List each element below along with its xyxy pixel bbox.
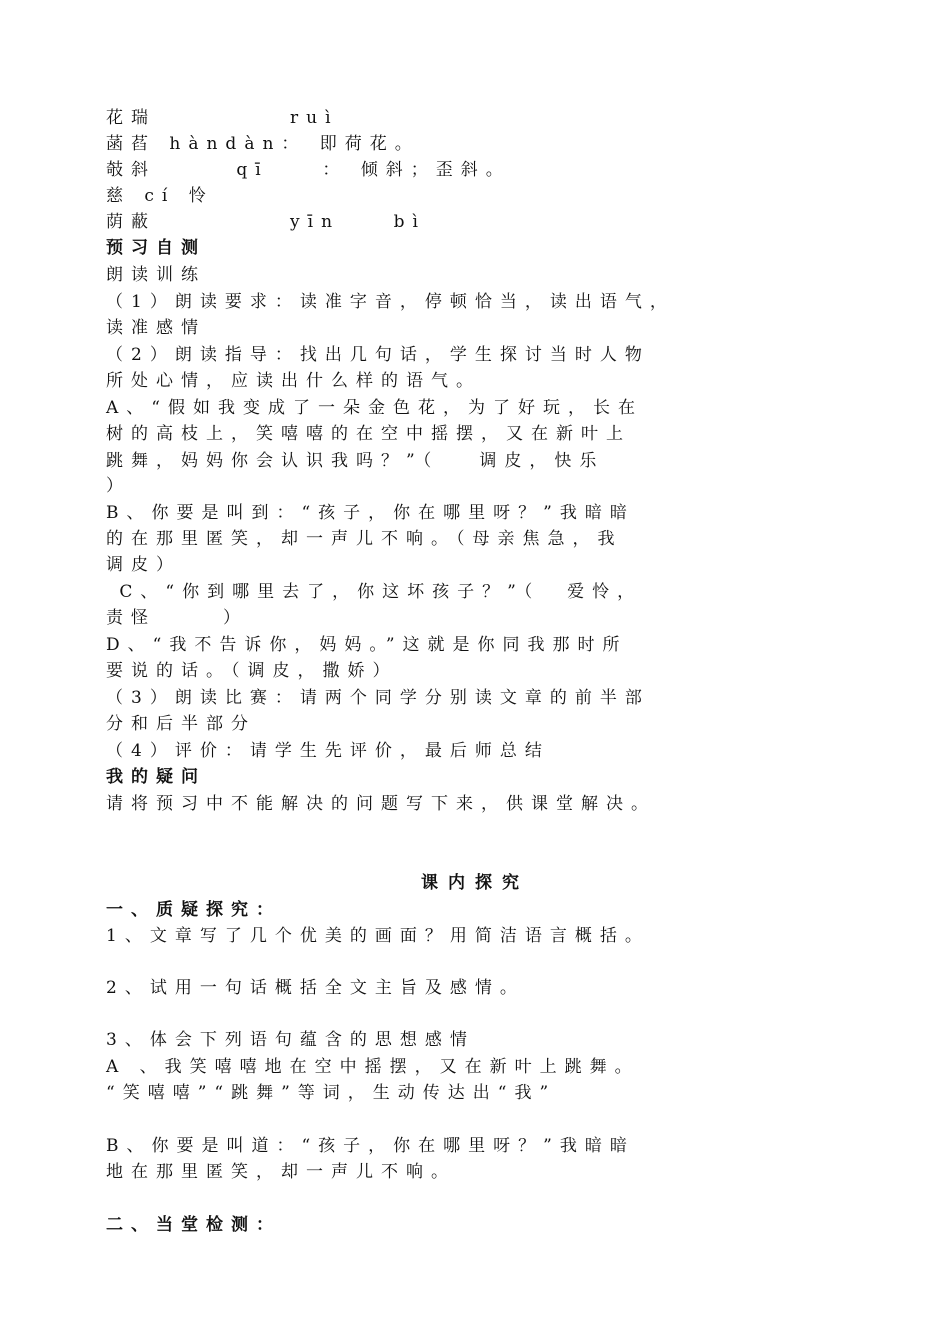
reading-line: （3）朗读比赛：请两个同学分别读文章的前半部: [106, 688, 650, 708]
reading-line: B、你要是叫到：“孩子，你在哪里呀？”我暗暗: [106, 503, 635, 523]
reading-line: D、“我不告诉你，妈妈。”这就是你同我那时所: [106, 635, 628, 655]
reading-line: 分和后半部分: [106, 714, 256, 734]
reading-line: ）: [106, 476, 131, 496]
question-3a-line: “笑嘻嘻”“跳舞”等词，生动传达出“我”: [106, 1083, 557, 1103]
section-title: 课内探究: [421, 873, 529, 893]
reading-line: 责怪 ）: [106, 608, 249, 628]
reading-line: 跳舞，妈妈你会认识我吗？”（ 调皮，快乐: [106, 451, 605, 471]
preview-heading: 预习自测: [106, 238, 206, 258]
vocab-line: 慈 cí 怜: [106, 186, 214, 206]
reading-line: A、“假如我变成了一朵金色花，为了好玩，长在: [106, 398, 643, 418]
questions-text: 请将预习中不能解决的问题写下来，供课堂解决。: [106, 794, 656, 814]
question-3a-line: A 、我笑嘻嘻地在空中摇摆，又在新叶上跳舞。: [106, 1057, 640, 1077]
question-3-heading: 3、体会下列语句蕴含的思想感情: [106, 1030, 475, 1050]
reading-line: 所处心情，应读出什么样的语气。: [106, 371, 481, 391]
vocab-line: 花瑞 ruì: [106, 108, 339, 128]
reading-line: 的在那里匿笑，却一声儿不响。（母亲焦急，我: [106, 529, 623, 549]
reading-line: 要说的话。（调皮，撒娇）: [106, 661, 398, 681]
question-3b-line: 地在那里匿笑，却一声儿不响。: [106, 1162, 456, 1182]
vocab-line: 攲斜 qī ： 倾斜；歪斜。: [106, 160, 511, 180]
reading-line: 调皮）: [106, 555, 181, 575]
reading-title: 朗读训练: [106, 265, 206, 285]
question-2: 2、试用一句话概括全文主旨及感情。: [106, 978, 525, 998]
vocab-line: 荫蔽 yīn bì: [106, 212, 426, 232]
part2-heading: 二、当堂检测：: [106, 1215, 281, 1235]
reading-line: （2）朗读指导：找出几句话，学生探讨当时人物: [106, 345, 650, 365]
part1-heading: 一、质疑探究：: [106, 900, 281, 920]
questions-heading: 我的疑问: [106, 767, 206, 787]
reading-line: 读准感情: [106, 318, 206, 338]
reading-line: （1）朗读要求：读准字音，停顿恰当，读出语气，: [106, 292, 675, 312]
reading-line: C、“你到哪里去了，你这坏孩子？”（ 爱怜，: [106, 582, 643, 602]
reading-line: 树的高枝上，笑嘻嘻的在空中摇摆，又在新叶上: [106, 424, 631, 444]
reading-line: （4）评价：请学生先评价，最后师总结: [106, 741, 550, 761]
question-1: 1、文章写了几个优美的画面？用简洁语言概括。: [106, 926, 650, 946]
vocab-line: 菡萏 hàndàn： 即荷花。: [106, 134, 420, 154]
question-3b-line: B、你要是叫道：“孩子，你在哪里呀？”我暗暗: [106, 1136, 635, 1156]
